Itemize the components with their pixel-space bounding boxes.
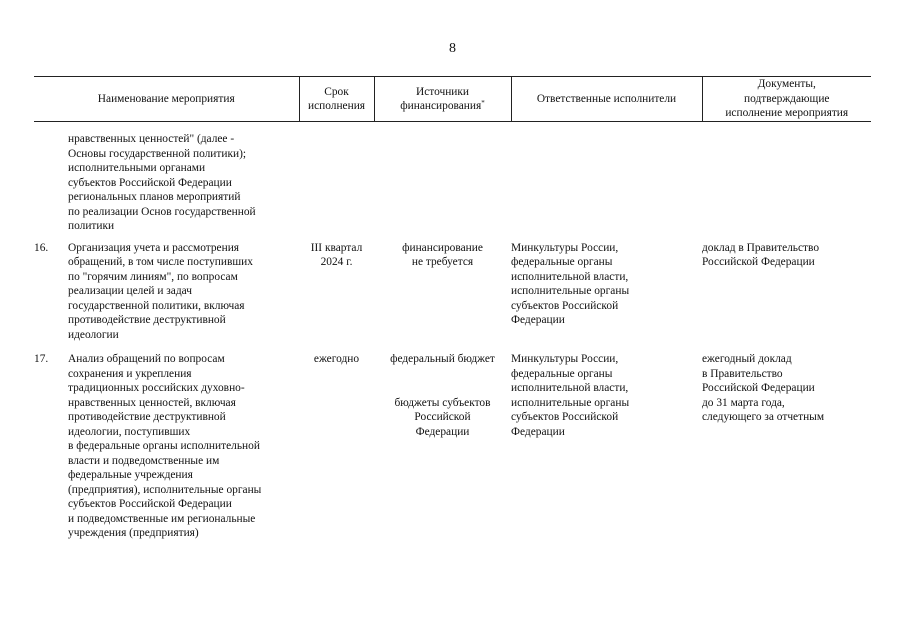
text-line: нравственных ценностей" (далее - (68, 133, 235, 145)
text-line: и подведомственные им региональные (68, 512, 256, 525)
text-line: субъектов Российской (511, 299, 619, 312)
header-docs-line: подтверждающие (744, 92, 830, 105)
header-docs-line: исполнение мероприятия (725, 107, 849, 120)
row-executors (511, 234, 702, 343)
text-line: в Правительство (702, 367, 783, 380)
header-name: Наименование мероприятия (34, 77, 299, 122)
table-header-row (34, 77, 871, 122)
header-docs (702, 77, 871, 122)
text-line: Минкультуры России, (511, 353, 619, 365)
row-executors (511, 342, 702, 541)
header-funding-line: Источники (415, 85, 470, 98)
text-line: Анализ обращений по вопросам (68, 353, 225, 365)
header-funding-text: финансирования (400, 100, 482, 112)
text-line: исполнительными органами (68, 162, 206, 174)
text-line: до 31 марта года, (702, 396, 785, 409)
text-line: по реализации Основ государственной (68, 205, 256, 218)
text-line: федеральные учреждения (68, 469, 193, 481)
text-line: Российской Федерации (702, 256, 815, 268)
text-line: Федерации (511, 425, 565, 438)
text-line: финансирование (402, 241, 483, 254)
table-row-continuation (34, 122, 871, 234)
text-line: по "горячим линиям", по вопросам (68, 270, 238, 283)
row-documents (702, 234, 871, 343)
row-name (68, 342, 299, 541)
text-line: политики (68, 220, 115, 232)
header-funding (374, 77, 511, 122)
text-line: субъектов Российской (511, 411, 619, 423)
spacer (374, 367, 511, 382)
text-line: исполнительной власти, (511, 270, 629, 283)
text-line: Федерации (511, 314, 565, 326)
text-line: доклад в Правительство (702, 241, 820, 254)
page-number: 8 (449, 41, 456, 56)
spacer (374, 381, 511, 396)
row-funding (374, 234, 511, 343)
text-line: Российской Федерации (702, 382, 815, 394)
text-line: исполнительной власти, (511, 382, 629, 394)
table-row (34, 342, 871, 541)
text-line: 2024 г. (320, 256, 353, 268)
text-line: противодействие деструктивной (68, 314, 226, 326)
text-line: Основы государственной политики); (68, 147, 247, 160)
text-line: следующего за отчетным (702, 411, 825, 423)
row-term (299, 234, 374, 343)
footnote-mark: * (481, 99, 485, 107)
header-funding-line (377, 99, 509, 114)
row-name (68, 234, 299, 343)
text-line: субъектов Российской Федерации (68, 498, 232, 510)
text-line: ежегодно (313, 353, 360, 365)
table-row (34, 234, 871, 343)
text-line: федеральные органы (511, 256, 613, 268)
text-line: региональных планов мероприятий (68, 191, 241, 203)
text-line: власти и подведомственные им (68, 454, 220, 467)
header-term (299, 77, 374, 122)
text-line: Организация учета и рассмотрения (68, 241, 240, 254)
header-term-line: Срок (324, 85, 349, 98)
text-line: Минкультуры России, (511, 241, 619, 254)
text-line: идеологии (68, 328, 119, 341)
text-line: III квартал (310, 241, 363, 254)
row-term (299, 342, 374, 541)
text-line: Федерации (415, 425, 470, 438)
row-number: 16. (34, 241, 49, 254)
header-term-line: исполнения (307, 100, 366, 112)
measures-table (34, 76, 871, 541)
text-line: бюджеты субъектов (394, 396, 491, 409)
text-line: сохранения и укрепления (68, 367, 192, 380)
continuation-name (68, 122, 299, 234)
header-executors: Ответственные исполнители (511, 77, 702, 122)
text-line: реализации целей и задач (68, 285, 192, 297)
row-funding (374, 342, 511, 541)
text-line: учреждения (предприятия) (68, 527, 199, 539)
text-line: идеологии, поступивших (68, 425, 191, 438)
text-line: (предприятия), исполнительные органы (68, 483, 262, 496)
text-line: обращений, в том числе поступивших (68, 256, 253, 268)
text-line: федеральный бюджет (390, 353, 495, 365)
text-line: не требуется (411, 256, 474, 268)
row-number: 17. (34, 353, 49, 365)
text-line: нравственных ценностей, включая (68, 396, 236, 409)
text-line: традиционных российских духовно- (68, 382, 245, 394)
text-line: противодействие деструктивной (68, 411, 226, 423)
text-line: субъектов Российской Федерации (68, 176, 232, 189)
text-line: исполнительные органы (511, 285, 630, 297)
text-line: государственной политики, включая (68, 299, 245, 312)
text-line: исполнительные органы (511, 396, 630, 409)
text-line: в федеральные органы исполнительной (68, 440, 260, 452)
header-docs-line: Документы, (757, 78, 816, 91)
text-line: федеральные органы (511, 367, 613, 380)
text-line: Российской (414, 411, 471, 423)
text-line: ежегодный доклад (702, 353, 792, 365)
row-documents (702, 342, 871, 541)
